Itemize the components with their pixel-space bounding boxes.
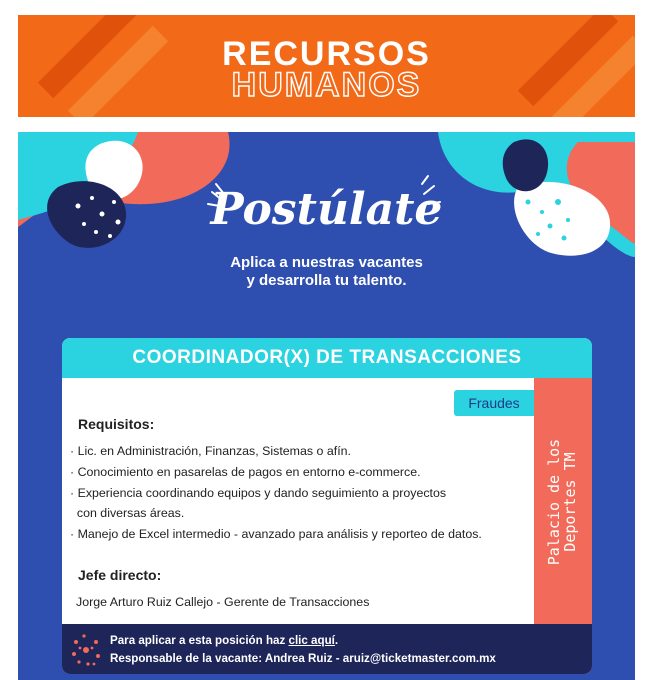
apply-link[interactable]: clic aquí xyxy=(288,634,335,647)
job-poster xyxy=(18,132,635,680)
poster-title: Postúlate xyxy=(210,184,443,235)
vacancy-contact: Responsable de la vacante: Andrea Ruiz - aruiz@ticketmaster.com.mx xyxy=(110,652,496,665)
requirement-item: · Experiencia coordinando equipos y dando seguimiento a proyectos xyxy=(70,486,447,500)
boss-heading: Jefe directo: xyxy=(78,567,162,583)
boss-name: Jorge Arturo Ruiz Callejo - Gerente de Transacciones xyxy=(76,595,370,609)
job-title: COORDINADOR(X) DE TRANSACCIONES xyxy=(62,338,592,378)
job-card xyxy=(62,338,592,674)
apply-instructions xyxy=(110,634,338,647)
banner-title-line1: RECURSOS xyxy=(222,35,431,73)
requirement-item: · Conocimiento en pasarelas de pagos en entorno e-commerce. xyxy=(70,465,421,479)
apply-suffix: . xyxy=(334,634,339,647)
poster-subtitle-line1: Aplica a nuestras vacantes xyxy=(230,254,423,271)
header-banner xyxy=(18,15,635,117)
requirement-item: con diversas áreas. xyxy=(70,506,185,520)
poster-subtitle-line2: y desarrolla tu talento. xyxy=(246,272,407,289)
apply-prefix: Para aplicar a esta posición haz xyxy=(110,634,289,647)
card-footer xyxy=(62,624,592,674)
requirement-item: · Manejo de Excel intermedio - avanzado para análisis y reporteo de datos. xyxy=(70,527,482,541)
location-label: Palacio de los Deportes TM xyxy=(545,438,579,566)
department-tag: Fraudes xyxy=(454,390,534,416)
banner-title-line2: HUMANOS xyxy=(231,66,422,104)
requirement-item: · Lic. en Administración, Finanzas, Sistemas o afín. xyxy=(70,444,351,458)
confetti-icon xyxy=(66,630,106,670)
requirements-heading: Requisitos: xyxy=(78,416,155,432)
